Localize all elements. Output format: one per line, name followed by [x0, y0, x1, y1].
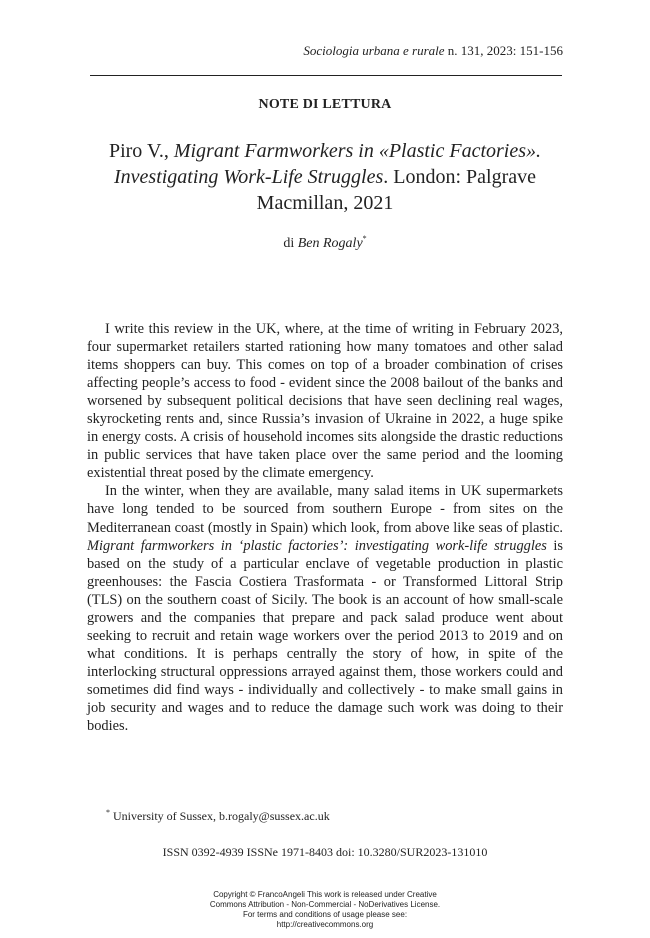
book-author: Piro V., [108, 140, 174, 162]
paragraph-1: I write this review in the UK, where, at the time of writing in February 2023, four supermarket retailers started rationing how many tomatoes and other salad items shoppers can buy. This comes on top of a broader combination of crises affecting people’s access to food - evident since the 2008 bailout of the banks and worsened by subsequent political decisions that have seen declining real wages, skyrocketing rents and, since Russia’s invasion of Ukraine in 2022, a huge spike in energy costs. A crisis of household incomes sits alongside the drastic reductions in public services that have taken place over the same period and the looming existential threat posed by the climate emergency. [87, 321, 563, 482]
paragraph-2 [87, 482, 563, 735]
license-line-3: For terms and conditions of usage please see: [242, 910, 408, 919]
section-title: NOTE DI LETTURA [258, 97, 392, 112]
journal-issue: n. 131, 2023: 151-156 [444, 43, 563, 58]
running-header [87, 43, 563, 59]
license-line-1: Copyright © FrancoAngeli This work is released under Creative [213, 890, 437, 899]
license-notice [87, 890, 563, 930]
paragraph-2-book-title: Migrant farmworkers in ‘plastic factories’: investigating work-life struggles [87, 537, 547, 554]
reviewer-name: Ben Rogaly [297, 236, 363, 251]
license-url: http://creativecommons.org [276, 920, 374, 929]
journal-name: Sociologia urbana e rurale [303, 43, 445, 58]
footnote-text: University of Sussex, b.rogaly@sussex.ac.uk [110, 809, 330, 823]
footnote-mark: * [106, 808, 110, 817]
header-rule [90, 75, 562, 76]
paragraph-2-text-a: In the winter, when they are available, many salad items in UK supermarkets have long tended to be sourced from southern Europe - from sites on the Mediterranean coast (mostly in Spain) which look, from above like seas of plastic. [87, 483, 563, 536]
book-title [87, 138, 563, 216]
byline [87, 234, 563, 252]
footnote-marker: * [362, 234, 367, 243]
book-title-text: Migrant Farmworkers in «Plastic Factories». Investigating Work-Life Struggles [114, 140, 542, 188]
footnote [106, 808, 330, 824]
book-publication: . London: Palgrave Macmillan, 2021 [256, 166, 536, 214]
byline-prefix: di [283, 236, 298, 251]
paragraph-2-text-b: is based on the study of a particular enclave of vegetable production in plastic greenhouses: the Fascia Costiera Trasformata - or Transformed Littoral Strip (TLS) on the southern coast of Sicily. The book is an account of how small-scale growers and the companies that prepare and pack salad produce went about seeking to recruit and retain wage workers over the period 2013 to 2019 and on what conditions. It is perhaps centrally the story of how, in spite of the interlocking structural oppressions arrayed against them, those workers could and sometimes did find ways - individually and collectively - to make small gains in job security and wages and to reduce the damage such work was doing to their bodies. [87, 537, 563, 735]
issn-line: ISSN 0392-4939 ISSNe 1971-8403 doi: 10.3280/SUR2023-131010 [162, 845, 488, 859]
license-line-2: Commons Attribution - Non-Commercial - NoDerivatives License. [209, 900, 441, 909]
review-body [87, 320, 563, 735]
